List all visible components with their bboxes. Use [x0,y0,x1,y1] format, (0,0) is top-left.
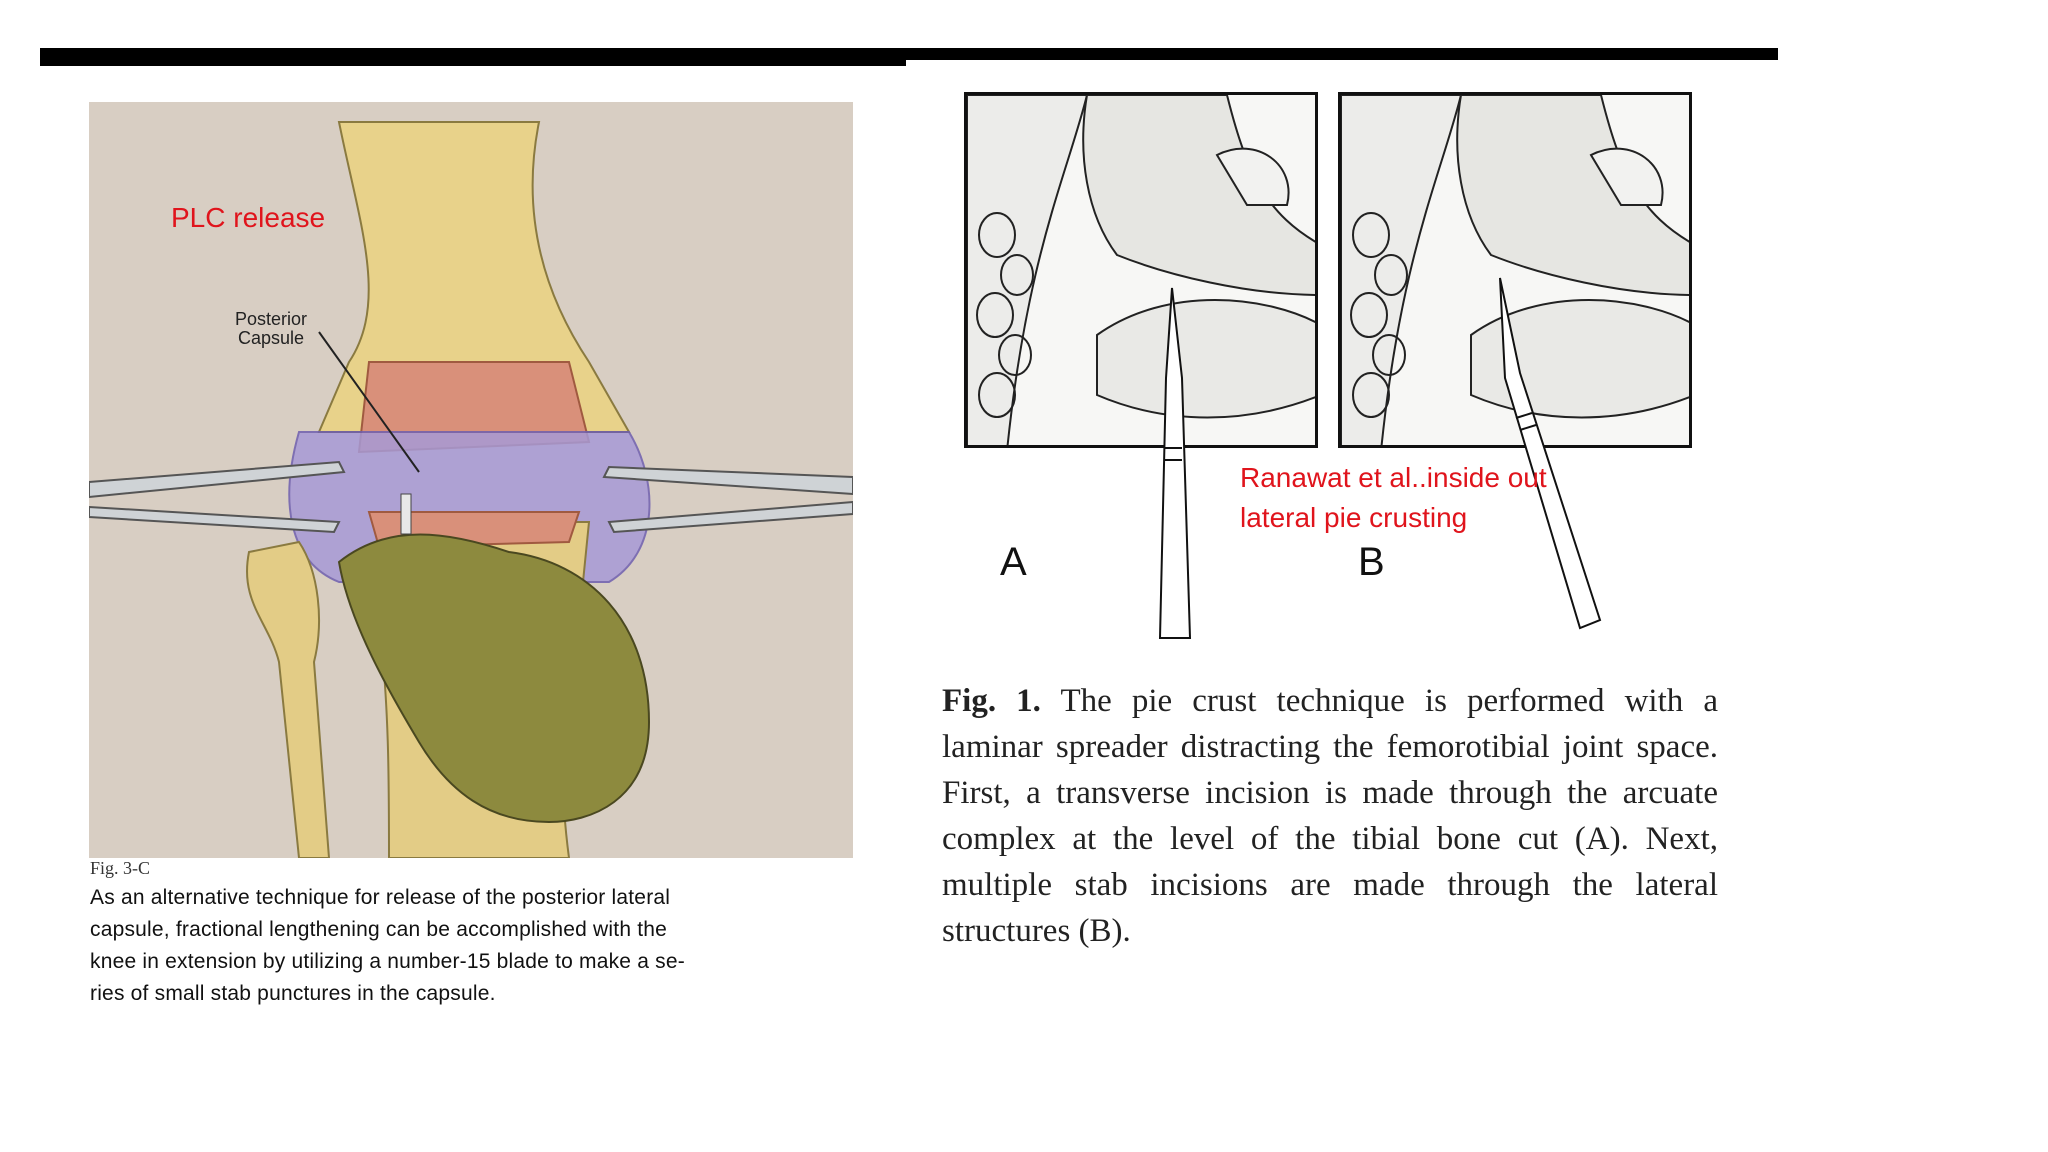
left-caption-line: capsule, fractional lengthening can be accomplished with the [90,918,668,941]
right-caption [942,678,1718,954]
top-rule-right [906,48,1778,60]
panel-a-letter: A [1000,540,1027,584]
left-caption-line: ries of small stab punctures in the capsule. [90,982,496,1005]
top-rule-left [40,48,906,66]
ranawat-line2: lateral pie crusting [1240,502,1468,533]
label-capsule: Capsule [237,328,305,348]
scalpels [960,88,1700,648]
ranawat-annotation [1240,458,1547,538]
left-caption-line: knee in extension by utilizing a number-15 blade to make a se- [90,950,685,973]
right-caption-label: Fig. 1. [942,683,1041,719]
panel-b-letter: B [1358,540,1385,584]
pie-crust-illustration [960,88,1700,648]
left-figure-number: Fig. 3-C [90,858,151,878]
left-caption-line: As an alternative technique for release of the posterior lateral [90,886,671,909]
label-posterior: Posterior [234,309,308,329]
left-caption [90,882,850,1010]
ranawat-line1: Ranawat et al..inside out [1240,462,1547,493]
plc-release-annotation: PLC release [171,202,326,233]
posterior-capsule-label [219,310,323,348]
knee-illustration [89,102,853,858]
right-caption-text: The pie crust technique is performed with a laminar spreader distracting the femorotibial joint space. First, a transverse incision is made through the arcuate complex at the level of the tibial bone cut (A). Next, multiple stab incisions are made through the lateral structures (B). [942,683,1718,949]
